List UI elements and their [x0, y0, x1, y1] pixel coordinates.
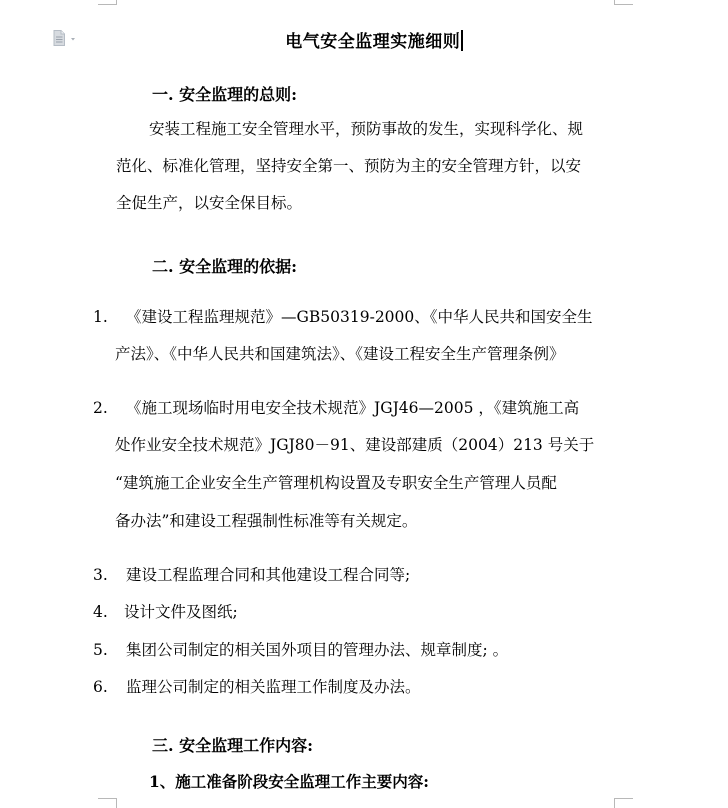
crop-mark-top-left: [98, 0, 117, 5]
list-number: 6.: [93, 678, 108, 696]
list-line: 产法》、《中华人民共和国建筑法》、《建设工程安全生产管理条例》: [115, 345, 565, 363]
text-cursor: [461, 30, 463, 51]
subsection-heading: 1、施工准备阶段安全监理工作主要内容:: [149, 772, 430, 791]
list-line: 《建设工程监理规范》—GB50319-2000、《中华人民共和国安全生: [126, 308, 593, 326]
paragraph-line: 全促生产，以安全保目标。: [116, 194, 303, 212]
paragraph-line: 安装工程施工安全管理水平，预防事故的发生，实现科学化、规: [149, 120, 584, 138]
paragraph-line: 范化、标准化管理，坚持安全第一、预防为主的安全管理方针，以安: [116, 157, 582, 175]
list-line: 备办法”和建设工程强制性标准等有关规定。: [115, 512, 418, 530]
list-line: 处作业安全技术规范》JGJ80－91、建设部建质（2004）213 号关于: [115, 436, 595, 454]
list-line: 集团公司制定的相关国外项目的管理办法、规章制度; 。: [126, 641, 509, 659]
list-line: “建筑施工企业安全生产管理机构设置及专职安全生产管理人员配: [115, 474, 557, 492]
list-number: 1.: [93, 308, 108, 326]
title-text: 电气安全监理实施细则: [285, 32, 461, 52]
list-line: 设计文件及图纸;: [124, 603, 238, 621]
list-number: 3.: [93, 566, 108, 584]
section-heading-3: 三. 安全监理工作内容:: [152, 736, 314, 755]
list-line: 监理公司制定的相关监理工作制度及办法。: [126, 678, 421, 696]
list-number: 5.: [93, 641, 108, 659]
list-number: 2.: [93, 399, 108, 417]
crop-mark-top-right: [614, 0, 633, 5]
section-1-paragraph: [116, 111, 616, 222]
list-line: 建设工程监理合同和其他建设工程合同等;: [126, 566, 411, 584]
list-line: 《施工现场临时用电安全技术规范》JGJ46—2005 ，《建筑施工高: [126, 399, 580, 417]
document-title: [0, 27, 728, 52]
section-heading-2: 二. 安全监理的依据:: [152, 257, 298, 276]
list-number: 4.: [93, 603, 108, 621]
section-heading-1: 一. 安全监理的总则:: [152, 85, 298, 104]
